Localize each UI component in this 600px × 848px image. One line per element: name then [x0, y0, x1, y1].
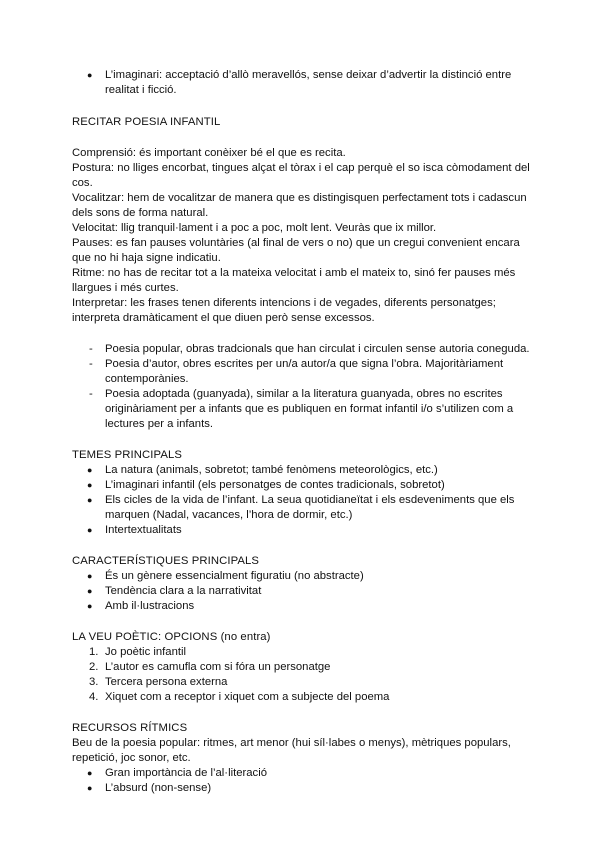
- list-item: ● Amb il·lustracions: [72, 599, 532, 614]
- list-item: ● Intertextualitats: [72, 523, 532, 538]
- section-heading-temes: TEMES PRINCIPALS: [72, 449, 182, 461]
- paragraph-line: Velocitat: llig tranquil·lament i a poc a poc, molt lent. Veuràs que ix millor.: [72, 222, 437, 234]
- list-item: ● L’imaginari infantil (els personatges de contes tradicionals, sobretot): [72, 478, 532, 493]
- list-item: ● Tendència clara a la narrativitat: [72, 584, 532, 599]
- list-item: ● La natura (animals, sobretot; també fenòmens meteorològics, etc.): [72, 463, 532, 478]
- veu-list: [72, 645, 532, 705]
- section-heading-veu: LA VEU POÈTIC: OPCIONS (no entra): [72, 631, 271, 643]
- list-item: ● Gran importància de l’al·literació: [72, 766, 532, 781]
- list-item: ● L’absurd (non-sense): [72, 781, 532, 796]
- paragraph-line: Ritme: no has de recitar tot a la mateixa velocitat i amb el mateix to, sinó fer pauses més llargues i més curtes.: [72, 267, 516, 294]
- paragraph-line: Pauses: es fan pauses voluntàries (al final de vers o no) que un cregui convenient encara que no hi haja signe indicatiu.: [72, 237, 520, 264]
- list-item: 3. Tercera persona externa: [89, 676, 228, 688]
- poetry-types-list: [72, 342, 532, 432]
- list-item: - Poesia adoptada (guanyada), similar a la literatura guanyada, obres no escrites originàriament per a infants que es publiquen en format infantil i/o s’utilizen com a lectures per a infants.: [72, 387, 532, 432]
- caracteristiques-list: [72, 569, 532, 614]
- recursos-intro: Beu de la poesia popular: ritmes, art menor (hui síl·labes o menys), mètriques populars, repetició, joc sonor, etc.: [72, 737, 511, 764]
- section-heading-recitar: RECITAR POESIA INFANTIL: [72, 116, 221, 128]
- document-page: [72, 68, 532, 796]
- list-item: ● L’imaginari: acceptació d’allò meravellós, sense deixar d’advertir la distinció entre realitat i ficció.: [72, 68, 532, 98]
- paragraph-line: Comprensió: és important conèixer bé el que es recita.: [72, 147, 346, 159]
- list-item: 4. Xiquet com a receptor i xiquet com a subjecte del poema: [89, 691, 390, 703]
- section-heading-caracteristiques: CARACTERÍSTIQUES PRINCIPALS: [72, 555, 260, 567]
- list-item: - Poesia d’autor, obres escrites per un/a autor/a que signa l’obra. Majoritàriament contemporànies.: [72, 357, 532, 387]
- section-heading-recursos: RECURSOS RÍTMICS: [72, 722, 188, 734]
- temes-list: [72, 463, 532, 538]
- list-item: - Poesia popular, obras tradcionals que han circulat i circulen sense autoria coneguda.: [72, 342, 532, 357]
- recursos-list: [72, 766, 532, 796]
- list-item: 1. Jo poètic infantil: [89, 646, 187, 658]
- list-item: 2. L’autor es camufla com si fóra un personatge: [89, 661, 331, 673]
- paragraph-line: Postura: no lliges encorbat, tingues alçat el tòrax i el cap perquè el so isca còmodament del cos.: [72, 162, 530, 189]
- paragraph-line: Interpretar: les frases tenen diferents intencions i de vegades, diferents personatges; interpreta dramàticament el que diuen però sense excessos.: [72, 297, 496, 324]
- paragraph-line: Vocalitzar: hem de vocalitzar de manera que es distingisquen perfectament tots i cadascun dels sons de forma natural.: [72, 192, 527, 219]
- list-item: ● És un gènere essencialment figuratiu (no abstracte): [72, 569, 532, 584]
- recitar-paragraphs: [72, 146, 532, 326]
- intro-list: [72, 68, 532, 98]
- list-item: ● Els cicles de la vida de l’infant. La seua quotidianeïtat i els esdeveniments que els marquen (Nadal, vacances, l’hora de dormir, etc.): [72, 493, 532, 523]
